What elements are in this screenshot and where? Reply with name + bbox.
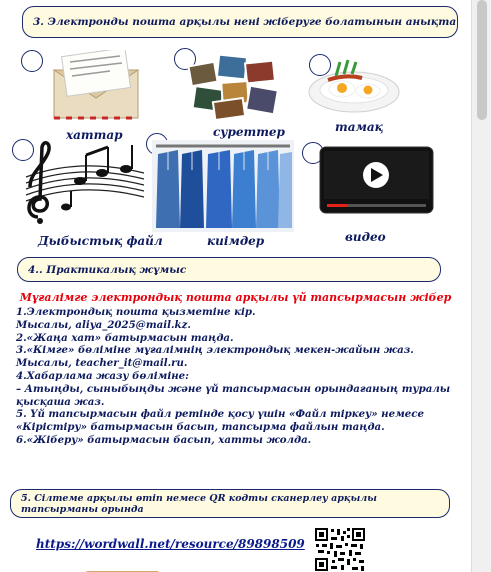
section-5-title: 5. Сілтеме арқылы өтіп немесе QR кодты сканерлеу арқылы тапсырманы орында bbox=[21, 492, 377, 515]
task-line: – Атыңды, сыныбыңды және үй тапсырмасын орындағаның туралы қысқаша жаз. bbox=[16, 382, 451, 408]
photo-collage-icon bbox=[188, 54, 278, 120]
music-notes-icon bbox=[20, 137, 150, 229]
wordwall-link[interactable]: https://wordwall.net/resource/89898509 bbox=[36, 537, 305, 551]
option-label-letters: хаттар bbox=[66, 128, 123, 142]
option-label-photos: суреттер bbox=[213, 125, 285, 139]
option-radio-letters[interactable] bbox=[21, 50, 43, 72]
option-label-sound: Дыбыстық файл bbox=[38, 234, 163, 248]
section-4-header bbox=[17, 257, 441, 282]
task-line: Мысалы, teacher_it@mail.ru. bbox=[16, 357, 188, 370]
qr-code-icon[interactable] bbox=[314, 527, 366, 572]
vertical-scrollbar[interactable] bbox=[471, 0, 491, 572]
task-line: 3.«Кімге» бөліміне мұғалімнің электрондық мекен-жайын жаз. bbox=[16, 344, 414, 357]
section-4-title: 4.. Практикалық жұмыс bbox=[28, 263, 187, 276]
task-instructions bbox=[16, 306, 464, 447]
section-3-header bbox=[22, 6, 458, 38]
section-3-title: 3. Электронды пошта арқылы нені жіберуге болатынын анықта bbox=[33, 16, 457, 28]
task-line: 2.«Жаңа хат» батырмасын таңда. bbox=[16, 331, 234, 344]
task-line: 5. Үй тапсырмасын файл ретінде қосу үшін «Файл тіркеу» немесе «Кірістіру» батырмасын басып, тапсырма файлын таңда. bbox=[16, 408, 424, 434]
task-title: Мұғалімге электрондық пошта арқылы үй тапсырмасын жібер bbox=[19, 291, 452, 304]
task-line: 4.Хабарлама жазу бөліміне: bbox=[16, 369, 189, 382]
food-plate-icon bbox=[306, 56, 402, 116]
section-5-header bbox=[10, 489, 450, 518]
envelope-letter-icon bbox=[50, 50, 142, 120]
clothes-rack-icon bbox=[152, 140, 294, 232]
option-label-food: тамақ bbox=[335, 120, 384, 134]
task-line: Мысалы, aliya_2025@mail.kz. bbox=[16, 318, 191, 331]
scrollbar-thumb[interactable] bbox=[477, 0, 487, 120]
task-line: 1.Электрондық пошта қызметіне кір. bbox=[16, 306, 256, 318]
video-player-icon bbox=[319, 146, 434, 214]
task-line: 6.«Жіберу» батырмасын басып, хатты жолда. bbox=[16, 433, 312, 446]
option-label-video: видео bbox=[345, 230, 386, 244]
scroll-banner-icon bbox=[85, 563, 160, 572]
option-label-clothes: киімдер bbox=[207, 234, 265, 248]
